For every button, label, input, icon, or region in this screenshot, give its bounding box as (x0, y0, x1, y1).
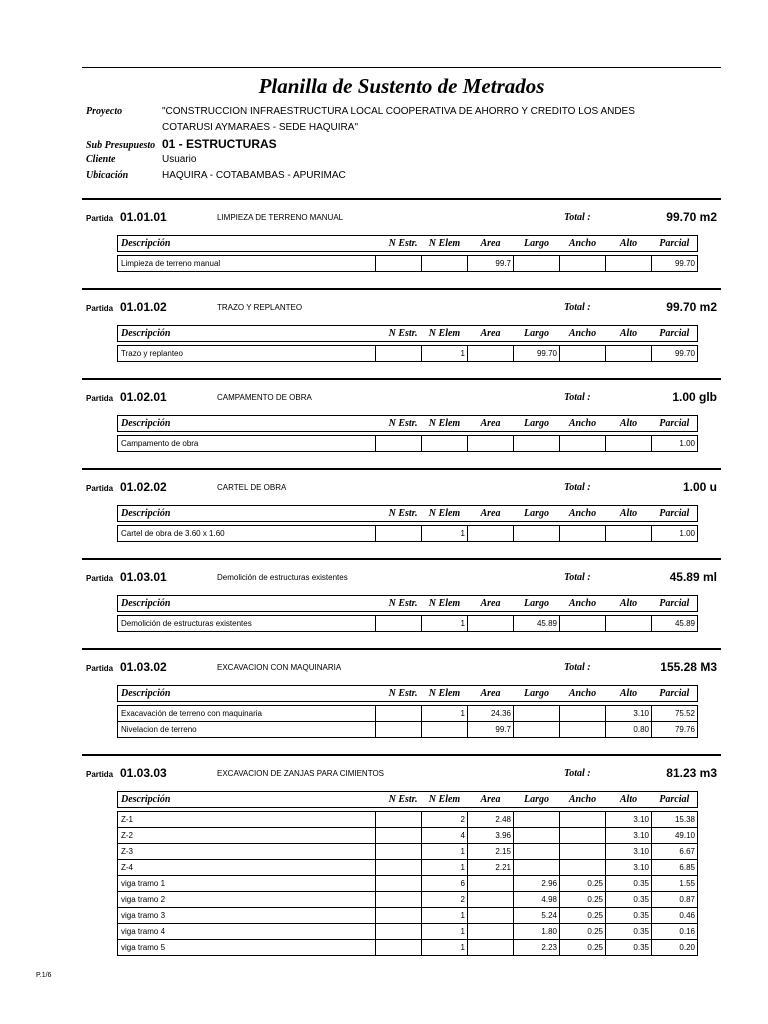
cell-alto (606, 346, 652, 362)
header-alto: Alto (606, 792, 652, 808)
partida-code: 01.01.02 (120, 300, 167, 314)
cell-area: 3.96 (468, 828, 514, 844)
table-row (118, 706, 698, 722)
partida-code: 01.02.01 (120, 390, 167, 404)
header-nestr: N Estr. (376, 326, 422, 342)
cell-largo: 5.24 (514, 908, 560, 924)
table-row (118, 860, 698, 876)
cell-alto: 0.35 (606, 924, 652, 940)
subpresupuesto-value: 01 - ESTRUCTURAS (162, 137, 277, 151)
header-desc: Descripción (118, 236, 376, 252)
cell-desc: Cartel de obra de 3.60 x 1.60 (118, 526, 376, 542)
header-ancho: Ancho (560, 686, 606, 702)
cliente-value: Usuario (162, 154, 197, 165)
cell-nestr (376, 924, 422, 940)
cell-largo (514, 860, 560, 876)
header-area: Area (468, 416, 514, 432)
cell-nelem: 2 (422, 892, 468, 908)
cell-nelem: 1 (422, 908, 468, 924)
header-nestr: N Estr. (376, 792, 422, 808)
cell-nestr (376, 844, 422, 860)
partida-code: 01.03.03 (120, 766, 167, 780)
partida-description: Demolición de estructuras existentes (217, 573, 348, 582)
cell-parcial: 99.70 (652, 256, 698, 272)
cell-nestr (376, 876, 422, 892)
header-ancho: Ancho (560, 506, 606, 522)
cell-desc: Nivelacion de terreno (118, 722, 376, 738)
cell-parcial: 0.87 (652, 892, 698, 908)
cell-desc: Z-4 (118, 860, 376, 876)
total-label: Total : (564, 392, 591, 403)
proyecto-row (86, 104, 726, 120)
table-row (118, 828, 698, 844)
cell-alto: 3.10 (606, 844, 652, 860)
cell-parcial: 99.70 (652, 346, 698, 362)
cell-parcial: 79.76 (652, 722, 698, 738)
cell-ancho (560, 616, 606, 632)
cell-nelem: 6 (422, 876, 468, 892)
cell-area: 24.36 (468, 706, 514, 722)
metrados-table (117, 325, 698, 362)
cell-nestr (376, 812, 422, 828)
cell-nelem: 1 (422, 860, 468, 876)
cell-desc: Z-1 (118, 812, 376, 828)
cell-nelem: 1 (422, 616, 468, 632)
proyecto-value-line1: "CONSTRUCCION INFRAESTRUCTURA LOCAL COOPERATIVA DE AHORRO Y CREDITO LOS ANDES (162, 106, 635, 117)
cell-nelem: 1 (422, 940, 468, 956)
ubicacion-label: Ubicación (86, 170, 129, 181)
cell-nelem (422, 436, 468, 452)
cell-largo: 1.80 (514, 924, 560, 940)
cell-nestr (376, 526, 422, 542)
header-desc: Descripción (118, 506, 376, 522)
cell-largo: 2.23 (514, 940, 560, 956)
partida-block (82, 198, 721, 298)
cell-nelem: 1 (422, 706, 468, 722)
table-row (118, 346, 698, 362)
header-largo: Largo (514, 792, 560, 808)
cell-nestr (376, 706, 422, 722)
table-row (118, 526, 698, 542)
partida-code: 01.03.02 (120, 660, 167, 674)
header-area: Area (468, 686, 514, 702)
header-ancho: Ancho (560, 596, 606, 612)
header-desc: Descripción (118, 596, 376, 612)
cell-largo (514, 706, 560, 722)
cell-alto: 0.35 (606, 940, 652, 956)
partida-label: Partida (86, 484, 114, 493)
top-rule (82, 67, 721, 68)
cell-alto: 0.35 (606, 908, 652, 924)
proyecto-label: Proyecto (86, 106, 123, 117)
total-label: Total : (564, 482, 591, 493)
cell-area (468, 346, 514, 362)
cell-nelem: 1 (422, 526, 468, 542)
header-parcial: Parcial (652, 686, 698, 702)
metrados-table (117, 595, 698, 632)
header-area: Area (468, 236, 514, 252)
cell-parcial: 1.00 (652, 436, 698, 452)
cell-ancho (560, 844, 606, 860)
cell-largo (514, 526, 560, 542)
header-parcial: Parcial (652, 326, 698, 342)
proyecto-row-2 (86, 120, 726, 136)
partida-total: 1.00 u (682, 480, 717, 494)
cell-largo: 45.89 (514, 616, 560, 632)
total-label: Total : (564, 302, 591, 313)
cell-parcial: 49.10 (652, 828, 698, 844)
cell-desc: Z-3 (118, 844, 376, 860)
header-nelem: N Elem (422, 792, 468, 808)
partida-total: 99.70 m2 (666, 210, 717, 224)
header-ancho: Ancho (560, 416, 606, 432)
metrados-table (117, 505, 698, 542)
cell-largo (514, 722, 560, 738)
cell-nelem: 2 (422, 812, 468, 828)
table-header-row (118, 686, 698, 702)
cell-parcial: 0.20 (652, 940, 698, 956)
header-largo: Largo (514, 416, 560, 432)
cell-area: 2.48 (468, 812, 514, 828)
header-ancho: Ancho (560, 326, 606, 342)
cell-largo (514, 828, 560, 844)
cell-area (468, 436, 514, 452)
partida-divider (82, 648, 721, 650)
header-parcial: Parcial (652, 416, 698, 432)
header-alto: Alto (606, 416, 652, 432)
partida-label: Partida (86, 214, 114, 223)
cell-area (468, 526, 514, 542)
header-nestr: N Estr. (376, 686, 422, 702)
cell-ancho (560, 722, 606, 738)
cell-nestr (376, 908, 422, 924)
cell-alto: 0.35 (606, 892, 652, 908)
cell-alto (606, 256, 652, 272)
cell-ancho (560, 860, 606, 876)
metrados-table (117, 235, 698, 272)
header-alto: Alto (606, 506, 652, 522)
cell-ancho (560, 436, 606, 452)
cell-desc: Limpieza de terreno manual (118, 256, 376, 272)
header-ancho: Ancho (560, 236, 606, 252)
cell-alto: 3.10 (606, 812, 652, 828)
partida-total: 81.23 m3 (666, 766, 717, 780)
cliente-row (86, 152, 726, 168)
cell-area (468, 876, 514, 892)
cell-parcial: 0.16 (652, 924, 698, 940)
cell-desc: viga tramo 1 (118, 876, 376, 892)
table-row (118, 722, 698, 738)
header-alto: Alto (606, 596, 652, 612)
total-label: Total : (564, 572, 591, 583)
cell-area (468, 616, 514, 632)
header-largo: Largo (514, 686, 560, 702)
partida-divider (82, 754, 721, 756)
cell-ancho (560, 526, 606, 542)
partida-divider (82, 468, 721, 470)
cell-alto: 0.35 (606, 876, 652, 892)
page-number: P.1/6 (36, 972, 52, 979)
partida-description: EXCAVACION CON MAQUINARIA (217, 663, 342, 672)
cell-alto (606, 526, 652, 542)
cell-nestr (376, 616, 422, 632)
partida-divider (82, 198, 721, 200)
table-row (118, 908, 698, 924)
cell-nestr (376, 256, 422, 272)
cell-parcial: 1.55 (652, 876, 698, 892)
header-parcial: Parcial (652, 792, 698, 808)
table-row (118, 940, 698, 956)
partida-block (82, 468, 721, 568)
cell-alto (606, 616, 652, 632)
cell-largo: 99.70 (514, 346, 560, 362)
partida-label: Partida (86, 394, 114, 403)
partida-total: 45.89 ml (669, 570, 717, 584)
metrados-table (117, 685, 698, 738)
header-parcial: Parcial (652, 236, 698, 252)
header-alto: Alto (606, 236, 652, 252)
cell-nelem: 1 (422, 844, 468, 860)
partida-code: 01.03.01 (120, 570, 167, 584)
header-parcial: Parcial (652, 506, 698, 522)
partida-total: 155.28 M3 (660, 660, 717, 674)
metrados-table (117, 415, 698, 452)
cell-desc: Z-2 (118, 828, 376, 844)
cell-desc: Demolición de estructuras existentes (118, 616, 376, 632)
header-nelem: N Elem (422, 506, 468, 522)
header-largo: Largo (514, 236, 560, 252)
header-alto: Alto (606, 326, 652, 342)
table-row (118, 844, 698, 860)
partida-label: Partida (86, 664, 114, 673)
total-label: Total : (564, 212, 591, 223)
table-header-row (118, 596, 698, 612)
partida-label: Partida (86, 770, 114, 779)
cell-largo (514, 812, 560, 828)
partida-total: 99.70 m2 (666, 300, 717, 314)
cell-ancho: 0.25 (560, 908, 606, 924)
header-desc: Descripción (118, 792, 376, 808)
partida-block (82, 378, 721, 478)
table-row (118, 436, 698, 452)
cell-largo: 2.96 (514, 876, 560, 892)
proyecto-value-line2: COTARUSI AYMARAES - SEDE HAQUIRA" (162, 122, 358, 133)
header-nelem: N Elem (422, 236, 468, 252)
cell-ancho: 0.25 (560, 940, 606, 956)
partida-block (82, 558, 721, 658)
metrados-table (117, 791, 698, 956)
header-largo: Largo (514, 326, 560, 342)
project-info (86, 104, 726, 184)
table-row (118, 892, 698, 908)
ubicacion-value: HAQUIRA - COTABAMBAS - APURIMAC (162, 170, 346, 181)
table-header-row (118, 236, 698, 252)
cell-parcial: 75.52 (652, 706, 698, 722)
table-header-row (118, 792, 698, 808)
header-nelem: N Elem (422, 596, 468, 612)
partida-divider (82, 288, 721, 290)
partida-code: 01.02.02 (120, 480, 167, 494)
cell-nestr (376, 940, 422, 956)
partida-block (82, 648, 721, 748)
header-nestr: N Estr. (376, 596, 422, 612)
cell-ancho (560, 812, 606, 828)
cell-area (468, 908, 514, 924)
partida-description: TRAZO Y REPLANTEO (217, 303, 303, 312)
cell-ancho (560, 256, 606, 272)
header-nelem: N Elem (422, 326, 468, 342)
cell-nestr (376, 436, 422, 452)
header-desc: Descripción (118, 686, 376, 702)
table-row (118, 616, 698, 632)
partida-label: Partida (86, 574, 114, 583)
total-label: Total : (564, 662, 591, 673)
partida-description: CAMPAMENTO DE OBRA (217, 393, 312, 402)
ubicacion-row (86, 168, 726, 184)
table-header-row (118, 506, 698, 522)
cell-desc: Trazo y replanteo (118, 346, 376, 362)
header-desc: Descripción (118, 326, 376, 342)
cell-ancho (560, 706, 606, 722)
cell-parcial: 45.89 (652, 616, 698, 632)
cell-largo: 4.98 (514, 892, 560, 908)
cell-desc: viga tramo 5 (118, 940, 376, 956)
cell-alto: 3.10 (606, 706, 652, 722)
header-area: Area (468, 326, 514, 342)
partida-total: 1.00 glb (672, 390, 717, 404)
cell-area: 2.15 (468, 844, 514, 860)
cell-ancho: 0.25 (560, 892, 606, 908)
partida-label: Partida (86, 304, 114, 313)
cell-area (468, 892, 514, 908)
cell-nelem (422, 256, 468, 272)
partida-block (82, 754, 721, 952)
cell-largo (514, 436, 560, 452)
header-area: Area (468, 596, 514, 612)
partida-description: LIMPIEZA DE TERRENO MANUAL (217, 213, 344, 222)
header-nestr: N Estr. (376, 236, 422, 252)
header-nestr: N Estr. (376, 416, 422, 432)
cell-parcial: 6.85 (652, 860, 698, 876)
partida-divider (82, 378, 721, 380)
cell-nestr (376, 346, 422, 362)
page-title: Planilla de Sustento de Metrados (258, 74, 545, 98)
header-nelem: N Elem (422, 686, 468, 702)
header-ancho: Ancho (560, 792, 606, 808)
cell-parcial: 1.00 (652, 526, 698, 542)
partida-description: CARTEL DE OBRA (217, 483, 287, 492)
header-parcial: Parcial (652, 596, 698, 612)
cell-desc: Exacavación de terreno con maquinaria (118, 706, 376, 722)
cell-nestr (376, 860, 422, 876)
cell-area: 2.21 (468, 860, 514, 876)
cell-nestr (376, 722, 422, 738)
header-largo: Largo (514, 506, 560, 522)
cell-nelem: 4 (422, 828, 468, 844)
partida-description: EXCAVACION DE ZANJAS PARA CIMIENTOS (217, 769, 384, 778)
cell-desc: viga tramo 3 (118, 908, 376, 924)
cell-area: 99.7 (468, 722, 514, 738)
table-header-row (118, 326, 698, 342)
partida-block (82, 288, 721, 388)
cell-desc: viga tramo 2 (118, 892, 376, 908)
cell-parcial: 15.38 (652, 812, 698, 828)
cell-nestr (376, 828, 422, 844)
table-row (118, 812, 698, 828)
header-nestr: N Estr. (376, 506, 422, 522)
partida-code: 01.01.01 (120, 210, 167, 224)
total-label: Total : (564, 768, 591, 779)
header-area: Area (468, 792, 514, 808)
header-largo: Largo (514, 596, 560, 612)
cell-largo (514, 844, 560, 860)
cell-nelem: 1 (422, 924, 468, 940)
cell-parcial: 0.46 (652, 908, 698, 924)
cell-alto: 3.10 (606, 860, 652, 876)
header-alto: Alto (606, 686, 652, 702)
header-area: Area (468, 506, 514, 522)
table-row (118, 924, 698, 940)
cell-nelem (422, 722, 468, 738)
header-nelem: N Elem (422, 416, 468, 432)
cell-desc: Campamento de obra (118, 436, 376, 452)
header-desc: Descripción (118, 416, 376, 432)
table-row (118, 876, 698, 892)
cell-alto: 3.10 (606, 828, 652, 844)
cell-area: 99.7 (468, 256, 514, 272)
cell-desc: viga tramo 4 (118, 924, 376, 940)
subpresupuesto-row (86, 136, 726, 152)
subpresupuesto-label: Sub Presupuesto (86, 140, 156, 151)
table-row (118, 256, 698, 272)
cell-ancho: 0.25 (560, 876, 606, 892)
cell-nestr (376, 892, 422, 908)
cell-ancho: 0.25 (560, 924, 606, 940)
cell-parcial: 6.67 (652, 844, 698, 860)
table-header-row (118, 416, 698, 432)
cell-ancho (560, 346, 606, 362)
cell-area (468, 924, 514, 940)
cell-alto (606, 436, 652, 452)
cell-nelem: 1 (422, 346, 468, 362)
partida-divider (82, 558, 721, 560)
cell-area (468, 940, 514, 956)
cell-largo (514, 256, 560, 272)
cell-ancho (560, 828, 606, 844)
cell-alto: 0.80 (606, 722, 652, 738)
cliente-label: Cliente (86, 154, 116, 165)
